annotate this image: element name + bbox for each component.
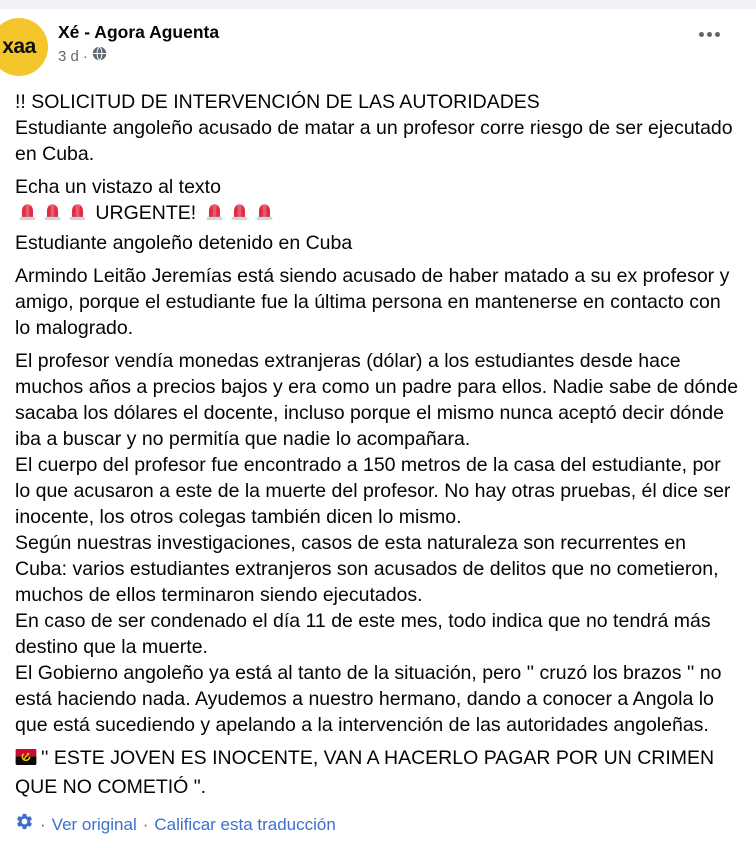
angola-flag-emoji bbox=[15, 747, 37, 774]
post-options-button[interactable] bbox=[697, 26, 722, 43]
body-p2: El profesor vendía monedas extranjeras (dólar) a los estudiantes desde hace muchos años a precios bajos y era como un padre para ellos. Nadie sabe de dónde sacaba los dólares el docente, incluso porque el mismo nunca aceptó decir dónde iba a buscar y no permitía que nadie lo acompañara. bbox=[15, 350, 739, 450]
avatar[interactable] bbox=[0, 18, 48, 76]
intro-line-2: Estudiante angoleño acusado de matar a un profesor corre riesgo de ser ejecutado en Cuba. bbox=[15, 117, 733, 165]
body-p3: El cuerpo del profesor fue encontrado a 150 metros de la casa del estudiante, por lo que acusaron a este de la muerte del profesor. No hay otras pruebas, él dice ser inocente, los otros colegas también dicen lo mismo. bbox=[15, 454, 731, 528]
post-body bbox=[0, 89, 756, 800]
rate-translation-link[interactable]: Calificar esta traducción bbox=[154, 814, 336, 834]
ellipsis-icon bbox=[699, 32, 704, 37]
translation-bar bbox=[0, 807, 756, 837]
meta-separator: · bbox=[82, 47, 88, 65]
police-light-emoji bbox=[229, 202, 250, 230]
header-meta bbox=[58, 18, 697, 66]
police-light-emoji bbox=[254, 202, 275, 230]
police-light-emoji bbox=[204, 202, 225, 230]
ellipsis-icon bbox=[715, 32, 720, 37]
view-original-link[interactable]: Ver original bbox=[51, 814, 137, 834]
police-light-emoji bbox=[42, 202, 63, 230]
intro-line-1: !! SOLICITUD DE INTERVENCIÓN DE LAS AUTORIDADES bbox=[15, 91, 540, 113]
translation-separator: · bbox=[40, 814, 46, 834]
post-paragraph-main bbox=[15, 348, 741, 738]
top-divider bbox=[0, 0, 756, 9]
quote-text: '' ESTE JOVEN ES INOCENTE, VAN A HACERLO PAGAR POR UN CRIMEN QUE NO COMETIÓ ". bbox=[15, 747, 715, 798]
avatar-initials: xaa bbox=[2, 35, 36, 58]
urgent-line bbox=[15, 200, 741, 230]
translation-separator: · bbox=[142, 814, 149, 834]
post-paragraph-intro bbox=[15, 89, 741, 167]
police-light-emoji bbox=[67, 202, 88, 230]
teaser-line-1: Echa un vistazo al texto bbox=[15, 176, 221, 198]
post-meta-row bbox=[58, 46, 697, 66]
ellipsis-icon bbox=[707, 32, 712, 37]
teaser-line-3: Estudiante angoleño detenido en Cuba bbox=[15, 232, 353, 254]
body-p6: El Gobierno angoleño ya está al tanto de la situación, pero '' cruzó los brazos '' no está haciendo nada. Ayudemos a nuestro hermano, dando a conocer a Angola lo que está sucediendo y apelando a la intervención de las autoridades angoleñas. bbox=[15, 662, 722, 736]
police-light-emoji bbox=[17, 202, 38, 230]
body-p5: En caso de ser condenado el día 11 de este mes, todo indica que no tendrá más destino que la muerte. bbox=[15, 610, 711, 658]
page-name-link[interactable]: Xé - Agora Aguenta bbox=[58, 22, 220, 42]
body-p4: Según nuestras investigaciones, casos de esta naturaleza son recurrentes en Cuba: varios estudiantes extranjeros son acusados de delitos que no cometieron, muchos de ellos terminaron siendo ejecutados. bbox=[15, 532, 719, 606]
post-paragraph-1 bbox=[15, 263, 741, 341]
post-paragraph-quote bbox=[15, 745, 741, 800]
urgent-label: URGENTE! bbox=[95, 202, 197, 224]
post-header bbox=[0, 9, 756, 80]
globe-public-icon bbox=[92, 46, 107, 66]
post-paragraph-teaser bbox=[15, 174, 741, 256]
body-p1: Armindo Leitão Jeremías está siendo acusado de haber matado a su ex profesor y amigo, porque el estudiante fue la última persona en mantenerse en contacto con lo malogrado. bbox=[15, 265, 730, 339]
gear-icon[interactable] bbox=[15, 812, 34, 837]
timestamp[interactable]: 3 d bbox=[58, 47, 79, 65]
